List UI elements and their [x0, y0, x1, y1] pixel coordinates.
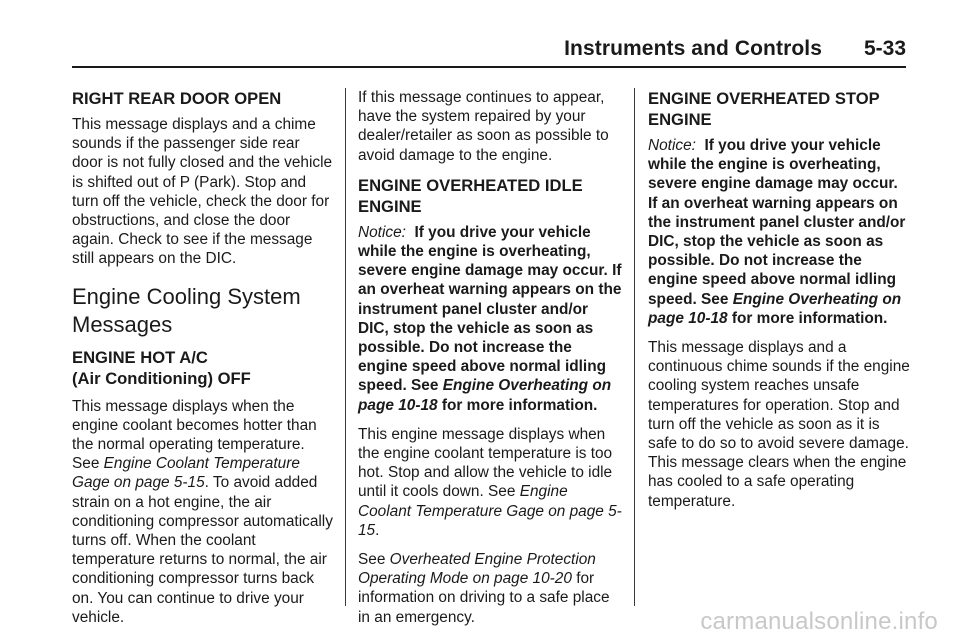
notice-text: If you drive your vehicle while the engine is overheating, severe engine damage may occur. If an overheat warning appears on the instrument panel cluster and/or DIC, stop the vehicle as soon as possible. Do not increase the engine speed above normal idling speed. See — [358, 223, 622, 395]
notice-label: Notice: — [648, 137, 696, 154]
paragraph-continues-to-appear: If this message continues to appear, have the system repaired by your dealer/retailer as soon as possible to avoid damage to the engine. — [358, 89, 609, 164]
paragraph-stop-engine: This message displays and a continuous chime sounds if the engine cooling system reaches unsafe temperatures for operation. Stop and turn off the vehicle as soon as it is safe to do so to avoid severe damage. This message clears when the engine has cooled to a safe operating temperature. — [648, 339, 910, 510]
paragraph-idle-info — [358, 425, 622, 540]
heading-engine-overheated-idle: ENGINE OVERHEATED IDLE ENGINE — [358, 175, 583, 216]
column-divider — [634, 88, 635, 606]
notice-idle — [358, 223, 622, 415]
cross-reference-link[interactable]: Engine Coolant Temperature Gage on page 5-15 — [72, 455, 300, 492]
notice-tail: for more information. — [437, 396, 598, 414]
cross-reference-link[interactable]: Overheated Engine Protection Operating Mode on page 10-20 — [358, 551, 596, 588]
page-number: 5-33 — [863, 37, 906, 60]
cross-reference-link[interactable]: Engine Overheating on page 10-18 — [358, 377, 612, 414]
heading-line: ENGINE HOT A/C — [72, 347, 208, 367]
heading-engine-cooling-system-messages: Engine Cooling System Messages — [72, 283, 301, 337]
page-header — [72, 34, 906, 68]
paragraph-right-rear-door: This message displays and a chime sounds if the passenger side rear door is not fully closed and the vehicle is shifted out of P (Park). Stop and turn off the vehicle, check the door for obstructions, and close the door again. Check to see if the message still appears on the DIC. — [72, 116, 333, 268]
heading-right-rear-door-open: RIGHT REAR DOOR OPEN — [72, 89, 282, 108]
notice-stop — [648, 136, 910, 328]
section-title: Instruments and Controls — [564, 37, 822, 60]
notice-tail: for more information. — [727, 309, 888, 327]
text-run: . — [375, 521, 380, 539]
column-divider — [345, 88, 346, 606]
text-run: See — [358, 551, 390, 569]
cross-reference-link[interactable]: Engine Overheating on page 10-18 — [648, 290, 902, 327]
column-3 — [648, 88, 910, 521]
heading-engine-hot-ac-off — [72, 347, 334, 389]
text-run: This engine message displays when the engine coolant temperature is too hot. Stop and allow the vehicle to idle until it cools down. See — [358, 425, 613, 501]
text-run: This message displays when the engine coolant becomes hotter than the normal operating temperature. See — [72, 397, 317, 473]
column-1 — [72, 88, 334, 637]
watermark: carmanualsonline.info — [700, 608, 938, 635]
text-run: . To avoid added strain on a hot engine, the air conditioning compressor automatically turns off. When the coolant temperature returns to normal, the air conditioning compressor turns back on. You can continue to drive your vehicle. — [72, 474, 333, 626]
notice-label: Notice: — [358, 223, 406, 241]
cross-reference-link[interactable]: Engine Coolant Temperature Gage on page 5-15 — [358, 483, 622, 539]
heading-engine-overheated-stop: ENGINE OVERHEATED STOP ENGINE — [648, 89, 880, 129]
notice-text: If you drive your vehicle while the engine is overheating, severe engine damage may occur. If an overheat warning appears on the instrument panel cluster and/or DIC, stop the vehicle as soon as possible. Do not increase the engine speed above normal idling speed. See — [648, 137, 906, 308]
paragraph-engine-hot-ac — [72, 397, 334, 627]
column-2 — [358, 88, 622, 637]
heading-line: (Air Conditioning) OFF — [72, 368, 251, 388]
paragraph-see-protection-mode — [358, 550, 622, 627]
text-run: for information on driving to a safe place in an emergency. — [358, 570, 610, 626]
